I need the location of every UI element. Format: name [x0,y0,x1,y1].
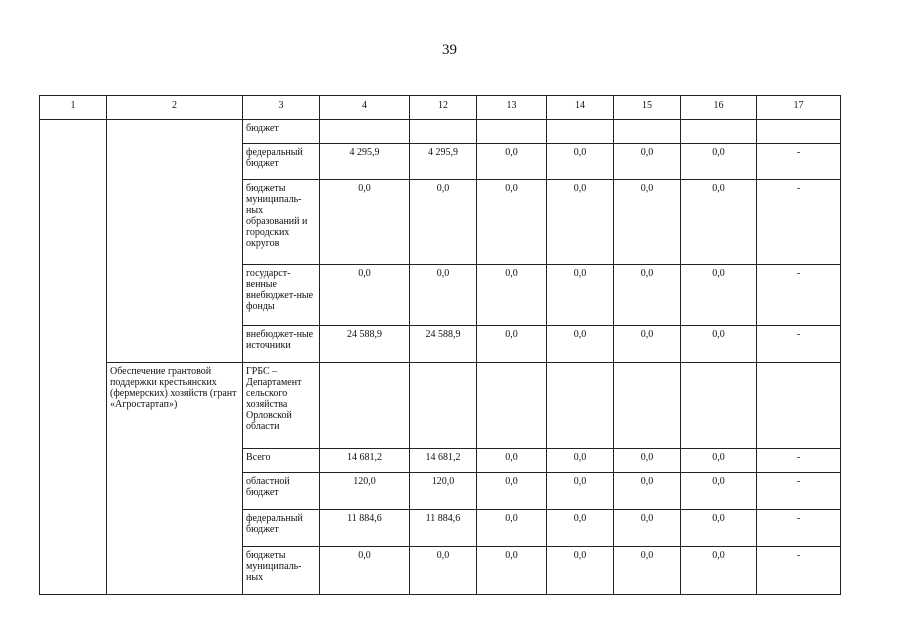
value-cell: 0,0 [410,547,477,595]
value-cell: - [757,473,841,510]
value-cell: 0,0 [477,326,547,363]
value-cell [547,363,614,449]
value-cell [614,120,681,144]
value-cell: 0,0 [681,449,757,473]
value-cell: 0,0 [681,473,757,510]
value-cell: 0,0 [410,265,477,326]
value-cell: - [757,547,841,595]
value-cell: - [757,326,841,363]
value-cell [757,363,841,449]
value-cell: 0,0 [681,547,757,595]
value-cell: 0,0 [681,510,757,547]
column-header: 3 [243,96,320,120]
value-cell: 120,0 [320,473,410,510]
value-cell: 0,0 [410,180,477,265]
value-cell [477,363,547,449]
funding-source: внебюджет-ные источники [243,326,320,363]
value-cell: 0,0 [614,473,681,510]
table-row [40,120,841,144]
value-cell: 0,0 [477,547,547,595]
value-cell [410,363,477,449]
value-cell: 0,0 [547,144,614,180]
column-header: 12 [410,96,477,120]
value-cell: 0,0 [681,144,757,180]
value-cell: 0,0 [614,547,681,595]
funding-source: бюджеты муниципаль-ных [243,547,320,595]
value-cell: 0,0 [614,449,681,473]
value-cell: 4 295,9 [320,144,410,180]
value-cell [410,120,477,144]
table-row [40,363,841,449]
funding-source: государст-венные внебюджет-ные фонды [243,265,320,326]
column-header: 2 [107,96,243,120]
value-cell: - [757,265,841,326]
value-cell: 0,0 [614,510,681,547]
value-cell: 0,0 [477,180,547,265]
funding-source: областной бюджет [243,473,320,510]
value-cell: 0,0 [681,265,757,326]
value-cell: 0,0 [547,326,614,363]
column-header: 17 [757,96,841,120]
value-cell: 14 681,2 [320,449,410,473]
value-cell: 0,0 [614,265,681,326]
value-cell [757,120,841,144]
value-cell [614,363,681,449]
value-cell: 0,0 [477,473,547,510]
value-cell: - [757,449,841,473]
value-cell [477,120,547,144]
column-number-row [40,96,841,120]
value-cell [320,363,410,449]
value-cell: 0,0 [320,265,410,326]
value-cell [547,120,614,144]
value-cell: 14 681,2 [410,449,477,473]
value-cell: 0,0 [614,326,681,363]
funding-source: федеральный бюджет [243,510,320,547]
value-cell: 0,0 [547,547,614,595]
value-cell: 0,0 [320,547,410,595]
value-cell: - [757,180,841,265]
value-cell: 0,0 [547,473,614,510]
value-cell: 0,0 [681,180,757,265]
value-cell: - [757,510,841,547]
value-cell: 24 588,9 [320,326,410,363]
funding-source: Всего [243,449,320,473]
event-cell-continued [107,120,243,363]
value-cell [681,363,757,449]
value-cell: 0,0 [681,326,757,363]
funding-source: ГРБС – Департамент сельского хозяйства Орловской области [243,363,320,449]
value-cell: 0,0 [614,144,681,180]
value-cell: 0,0 [477,144,547,180]
column-header: 4 [320,96,410,120]
value-cell: 24 588,9 [410,326,477,363]
funding-source: федеральный бюджет [243,144,320,180]
value-cell: 120,0 [410,473,477,510]
value-cell: 4 295,9 [410,144,477,180]
column-header: 13 [477,96,547,120]
event-title: Обеспечение грантовой поддержки крестьянских (фермерских) хозяйств (грант «Агростартап») [107,363,243,595]
column-header: 14 [547,96,614,120]
value-cell [681,120,757,144]
value-cell: 0,0 [547,510,614,547]
value-cell: 0,0 [477,510,547,547]
funding-source: бюджет [243,120,320,144]
value-cell: 0,0 [547,449,614,473]
column-header: 15 [614,96,681,120]
value-cell: 0,0 [477,265,547,326]
value-cell: 0,0 [614,180,681,265]
funding-source: бюджеты муниципаль-ных образований и городских округов [243,180,320,265]
budget-table [39,95,841,595]
value-cell: 0,0 [547,180,614,265]
page-number: 39 [442,42,457,58]
value-cell: - [757,144,841,180]
value-cell: 0,0 [320,180,410,265]
value-cell: 11 884,6 [410,510,477,547]
value-cell [320,120,410,144]
row-number-cell [40,120,107,595]
column-header: 1 [40,96,107,120]
column-header: 16 [681,96,757,120]
value-cell: 0,0 [477,449,547,473]
value-cell: 11 884,6 [320,510,410,547]
value-cell: 0,0 [547,265,614,326]
